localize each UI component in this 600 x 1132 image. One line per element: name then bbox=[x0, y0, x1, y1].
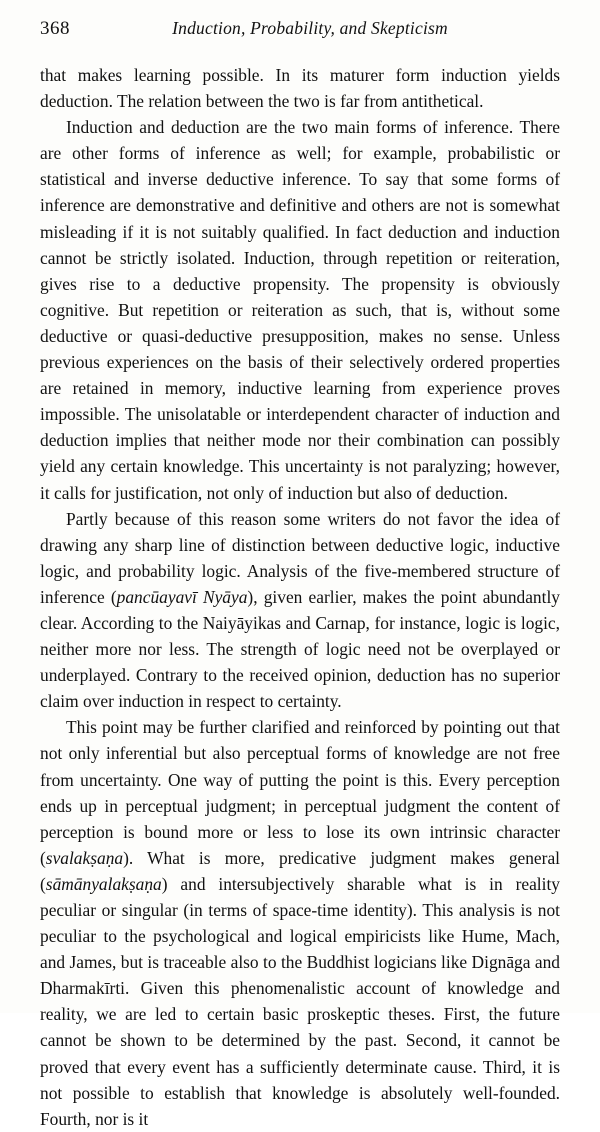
body-text bbox=[40, 62, 560, 1132]
running-head bbox=[40, 18, 560, 44]
text-run: ) and intersubjectively sharable what is in reality peculiar or singular (in terms of space-time identity). This analysis is not peculiar to the psychological and logical empiricists like Hume, Mach, and James, but is traceable also to the Buddhist logicians like Dignāga and Dharmakīrti. Given this phenomenalistic account of knowledge and reality, we are led to certain basic proskeptic theses. First, the future cannot be shown to be determined by the past. Second, it cannot be proved that every event has a sufficiently determinate cause. Third, it is not possible to establish that knowledge is absolutely well-founded. Fourth, nor is it bbox=[40, 873, 560, 1129]
text-run: Partly because of this reason some writers do not favor the idea of drawing any sharp line of distinction between deductive logic, inductive logic, and probability logic. Analysis of the five-membered structure of inference ( bbox=[40, 508, 560, 607]
paragraph-3 bbox=[40, 506, 560, 715]
text-run: ), given earlier, makes the point abundantly clear. According to the Naiyāyikas and Carnap, for instance, logic is logic, neither more nor less. The strength of logic need not be overplayed or underplayed. Contrary to the received opinion, deduction has no superior claim over induction in respect to certainty. bbox=[40, 586, 560, 712]
paragraph-4 bbox=[40, 714, 560, 1132]
text-run: This point may be further clarified and reinforced by pointing out that not only inferential but also perceptual forms of knowledge are not free from uncertainty. One way of putting the point is this. Every perception ends up in perceptual judgment; in perceptual judgment the content of perception is bound more or less to lose its own intrinsic character ( bbox=[40, 717, 560, 868]
paragraph-1: that makes learning possible. In its maturer form induction yields deduction. The relation between the two is far from antithetical. bbox=[40, 65, 560, 112]
italic-term: pancūayavī Nyāya bbox=[116, 586, 248, 607]
page-number: 368 bbox=[40, 18, 70, 39]
italic-term: svalakṣaṇa bbox=[45, 847, 124, 868]
text-run: ). What is more, predicative judgment makes general ( bbox=[40, 847, 560, 894]
paragraph-2: Induction and deduction are the two main forms of inference. There are other forms of inference as well; for example, probabilistic or statistical and inverse deductive inference. To say that some forms of inference are demonstrative and definitive and others are not is somewhat misleading if it is not suitably qualified. In fact deduction and induction cannot be strictly isolated. Induction, through repetition or reiteration, gives rise to a deductive propensity. The propensity is obviously cognitive. But repetition or reiteration as such, that is, without some deductive or quasi-deductive presupposition, makes no sense. Unless previous experiences on the basis of their selectively ordered properties are retained in memory, inductive learning from experience proves impossible. The unisolatable or interdependent character of induction and deduction implies that neither mode nor their combination can possibly yield any certain knowledge. This uncertainty is not paralyzing; however, it calls for justification, not only of induction but also of deduction. bbox=[40, 117, 560, 503]
running-head-title: Induction, Probability, and Skepticism bbox=[172, 18, 448, 38]
italic-term: sāmānyalakṣaṇa bbox=[45, 873, 162, 894]
